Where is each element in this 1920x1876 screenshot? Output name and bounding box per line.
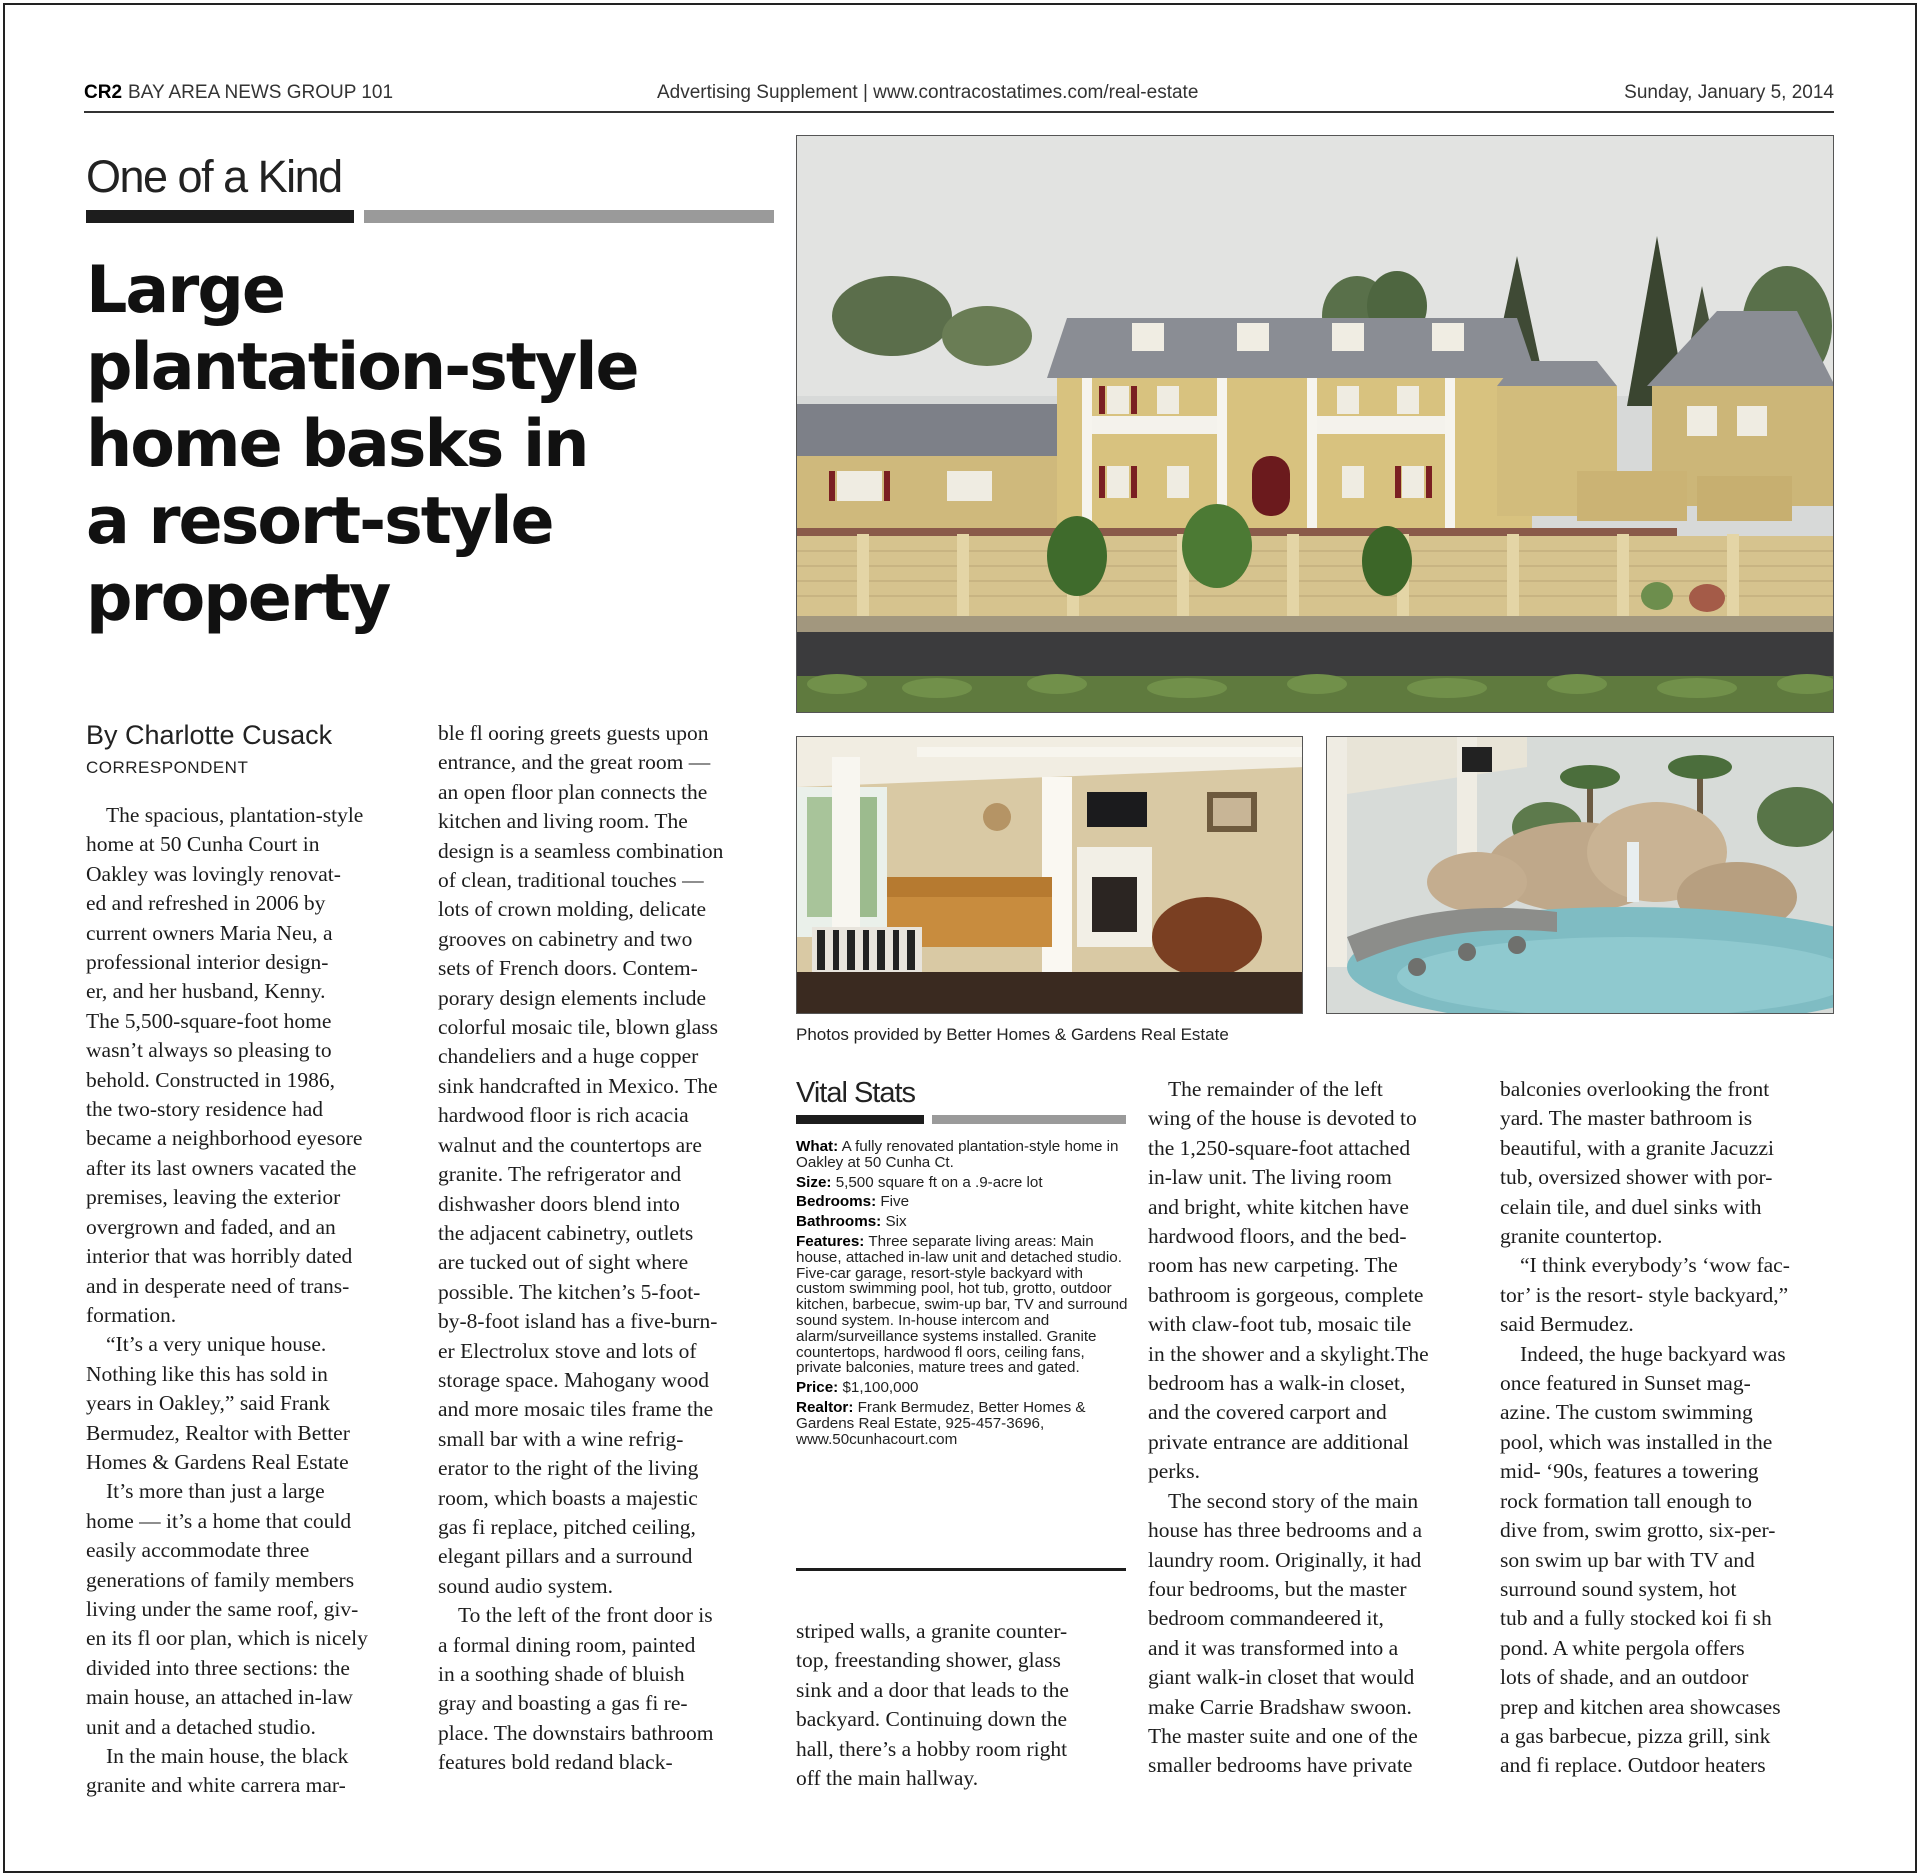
text-line: striped walls, a granite counter- xyxy=(796,1619,1068,1643)
text-line: room has new carpeting. The xyxy=(1148,1253,1398,1278)
text-line: colorful mosaic tile, blown glass xyxy=(438,1015,719,1040)
text-line: the two-story residence had xyxy=(86,1097,324,1122)
text-line: gray and boasting a gas fi re- xyxy=(438,1691,688,1716)
text-line: yard. The master bathroom is xyxy=(1500,1106,1753,1131)
text-line: bedroom commandeered it, xyxy=(1148,1606,1384,1631)
text-line: It’s more than just a large xyxy=(106,1479,325,1504)
headline-line: Large xyxy=(86,253,284,328)
vital-stats-bar-dark xyxy=(796,1115,924,1124)
stat-value: Three separate living areas: Main house, attached in-law unit and detached studio. Five-car garage, resort-style backyard with custom swimming pool, hot tub, grotto, outdoor kitchen, barbecue, swim-up bar, TV and surround sound system. In-house intercom and alarm/surveillance systems installed. Granite countertops, hardwood fl oors, ceiling fans, private balconies, mature trees and gated. xyxy=(796,1232,1128,1377)
living-room-photo xyxy=(796,736,1303,1014)
text-line: Homes & Gardens Real Estate xyxy=(86,1449,349,1474)
text-line: bathroom is gorgeous, complete xyxy=(1148,1282,1424,1307)
byline-title: CORRESPONDENT xyxy=(86,758,249,777)
text-line: The remainder of the left xyxy=(1168,1077,1383,1101)
text-line: make Carrie Bradshaw swoon. xyxy=(1148,1694,1412,1719)
vital-stat-bathrooms xyxy=(796,1214,1128,1230)
text-line: and more mosaic tiles frame the xyxy=(438,1397,714,1422)
text-line: gas fi replace, pitched ceiling, xyxy=(438,1514,696,1539)
text-line: “I think everybody’s ‘wow fac- xyxy=(1520,1253,1790,1278)
text-line: laundry room. Originally, it had xyxy=(1148,1547,1422,1572)
text-line: premises, leaving the exterior xyxy=(86,1185,341,1210)
text-line: smaller bedrooms have private xyxy=(1148,1753,1413,1778)
stat-label: Price: xyxy=(796,1379,839,1397)
text-line: mid- ‘90s, features a towering xyxy=(1500,1459,1759,1484)
text-line: home — it’s a home that could xyxy=(86,1508,352,1533)
text-line: giant walk-in closet that would xyxy=(1148,1665,1415,1690)
headline-line: home basks in xyxy=(86,407,588,482)
text-line: To the left of the front door is xyxy=(458,1603,713,1628)
text-line: elegant pillars and a surround xyxy=(438,1544,693,1569)
vital-stat-bedrooms xyxy=(796,1194,1128,1210)
vital-stat-size xyxy=(796,1175,1128,1191)
text-column-2 xyxy=(438,719,774,1778)
text-line: backyard. Continuing down the xyxy=(796,1707,1068,1732)
stat-value: $1,100,000 xyxy=(842,1379,919,1397)
text-line: and in desperate need of trans- xyxy=(86,1273,350,1298)
text-line: beautiful, with a granite Jacuzzi xyxy=(1500,1135,1775,1160)
text-line: hardwood floor is rich acacia xyxy=(438,1103,689,1128)
text-line: once featured in Sunset mag- xyxy=(1500,1371,1751,1396)
text-line: an open floor plan connects the xyxy=(438,779,708,804)
text-line: features bold redand black- xyxy=(438,1750,673,1775)
text-line: unit and a detached studio. xyxy=(86,1714,316,1739)
text-line: dishwasher doors blend into xyxy=(438,1191,680,1216)
text-line: and the covered carport and xyxy=(1148,1400,1387,1425)
text-line: The master suite and one of the xyxy=(1148,1723,1418,1748)
text-line: a formal dining room, painted xyxy=(438,1632,696,1657)
photo-caption: Photos provided by Better Homes & Gardens Real Estate xyxy=(796,1025,1229,1044)
paragraph xyxy=(86,801,416,1330)
vital-stat-price xyxy=(796,1380,1128,1396)
text-line: pond. A white pergola offers xyxy=(1500,1635,1745,1660)
text-line: Bermudez, Realtor with Better xyxy=(86,1420,350,1445)
text-line: behold. Constructed in 1986, xyxy=(86,1067,336,1092)
text-line: en its fl oor plan, which is nicely xyxy=(86,1626,368,1651)
stat-label: Realtor: xyxy=(796,1398,854,1416)
text-line: granite and white carrera mar- xyxy=(86,1773,346,1798)
text-line: bedroom has a walk-in closet, xyxy=(1148,1371,1406,1396)
text-line: wasn’t always so pleasing to xyxy=(86,1038,332,1063)
paragraph xyxy=(1500,1340,1834,1781)
headline xyxy=(86,252,776,637)
text-line: hardwood floors, and the bed- xyxy=(1148,1224,1407,1249)
vital-stat-realtor xyxy=(796,1400,1128,1447)
header-center: Advertising Supplement | www.contracostatimes.com/real-estate xyxy=(657,82,1199,103)
text-line: chandeliers and a huge copper xyxy=(438,1044,699,1069)
paragraph xyxy=(1148,1075,1480,1487)
text-line: walnut and the countertops are xyxy=(438,1132,702,1157)
text-line: the adjacent cabinetry, outlets xyxy=(438,1220,694,1245)
paragraph xyxy=(86,1477,416,1742)
pool-image xyxy=(1327,737,1834,1014)
page-header xyxy=(84,82,1834,110)
text-line: are tucked out of sight where xyxy=(438,1250,689,1275)
text-line: and fi replace. Outdoor heaters xyxy=(1500,1753,1766,1778)
text-line: storage space. Mahogany wood xyxy=(438,1367,710,1392)
text-line: er, and her husband, Kenny. xyxy=(86,979,326,1004)
house-exterior-image xyxy=(797,136,1834,713)
text-line: of clean, traditional touches — xyxy=(438,868,704,893)
text-line: in the shower and a skylight.The xyxy=(1148,1341,1429,1366)
text-line: and it was transformed into a xyxy=(1148,1635,1399,1660)
house-exterior-photo xyxy=(796,135,1834,713)
text-line: home at 50 Cunha Court in xyxy=(86,832,320,857)
vital-stats-bar-gray xyxy=(932,1115,1126,1124)
vital-stats-list xyxy=(796,1139,1128,1451)
text-line: ble fl ooring greets guests upon xyxy=(438,721,709,745)
stat-label: Bathrooms: xyxy=(796,1213,882,1231)
text-line: in-law unit. The living room xyxy=(1148,1165,1392,1190)
text-line: four bedrooms, but the master xyxy=(1148,1576,1407,1601)
text-line: grooves on cabinetry and two xyxy=(438,926,693,951)
text-line: and bright, white kitchen have xyxy=(1148,1194,1409,1219)
text-line: sink and a door that leads to the xyxy=(796,1677,1069,1702)
text-line: became a neighborhood eyesore xyxy=(86,1126,363,1151)
text-line: azine. The custom swimming xyxy=(1500,1400,1753,1425)
paragraph xyxy=(796,1617,1132,1793)
text-line: place. The downstairs bathroom xyxy=(438,1720,714,1745)
byline-author: By Charlotte Cusack xyxy=(86,720,333,750)
text-line: granite. The refrigerator and xyxy=(438,1162,682,1187)
text-line: erator to the right of the living xyxy=(438,1456,699,1481)
text-column-5 xyxy=(1500,1075,1834,1781)
header-left xyxy=(84,82,393,104)
text-line: divided into three sections: the xyxy=(86,1655,350,1680)
text-line: The spacious, plantation-style xyxy=(106,803,364,827)
text-line: sets of French doors. Contem- xyxy=(438,956,698,981)
text-column-3 xyxy=(796,1617,1132,1793)
text-line: interior that was horribly dated xyxy=(86,1244,353,1269)
text-line: in a soothing shade of bluish xyxy=(438,1662,685,1686)
text-line: current owners Maria Neu, a xyxy=(86,920,333,945)
text-line: after its last owners vacated the xyxy=(86,1155,357,1180)
text-line: private entrance are additional xyxy=(1148,1429,1409,1454)
kicker: One of a Kind xyxy=(86,151,342,202)
paragraph xyxy=(1500,1075,1834,1251)
text-line: perks. xyxy=(1148,1459,1200,1484)
text-line: years in Oakley,” said Frank xyxy=(86,1391,330,1416)
text-line: prep and kitchen area showcases xyxy=(1500,1694,1781,1719)
vital-stats-title: Vital Stats xyxy=(796,1077,916,1109)
kicker-bar-gray xyxy=(364,210,774,223)
text-line: tor’ is the resort- style backyard,” xyxy=(1500,1282,1789,1307)
paragraph xyxy=(438,1601,774,1777)
text-line: professional interior design- xyxy=(86,950,329,975)
text-line: er Electrolux stove and lots of xyxy=(438,1338,697,1363)
paragraph xyxy=(1148,1487,1480,1781)
text-line: house has three bedrooms and a xyxy=(1148,1518,1423,1543)
section-label: CR2 xyxy=(84,82,123,103)
text-line: dive from, swim grotto, six-per- xyxy=(1500,1518,1776,1543)
text-line: son swim up bar with TV and xyxy=(1500,1547,1755,1572)
text-line: a gas barbecue, pizza grill, sink xyxy=(1500,1723,1771,1748)
stat-value: Frank Bermudez, Better Homes & Gardens Real Estate, 925-457-3696, www.50cunhacourt.com xyxy=(796,1398,1086,1448)
text-line: celain tile, and duel sinks with xyxy=(1500,1194,1762,1219)
text-line: ed and refreshed in 2006 by xyxy=(86,891,326,916)
stat-value: Five xyxy=(880,1193,910,1211)
text-line: Oakley was lovingly renovat- xyxy=(86,861,341,886)
text-line: The second story of the main xyxy=(1168,1488,1419,1513)
text-line: The 5,500-square-foot home xyxy=(86,1008,332,1033)
text-line: lots of shade, and an outdoor xyxy=(1500,1665,1749,1690)
text-line: possible. The kitchen’s 5-foot- xyxy=(438,1279,701,1304)
paragraph xyxy=(1500,1251,1834,1339)
text-line: hall, there’s a hobby room right xyxy=(796,1736,1068,1761)
text-line: sound audio system. xyxy=(438,1573,613,1598)
headline-line: property xyxy=(86,561,390,636)
text-line: pool, which was installed in the xyxy=(1500,1429,1773,1454)
stat-value: Six xyxy=(885,1213,907,1231)
text-line: tub and a fully stocked koi fi sh xyxy=(1500,1606,1772,1631)
text-line: the 1,250-square-foot attached xyxy=(1148,1135,1411,1160)
stat-label: Bedrooms: xyxy=(796,1193,877,1211)
text-line: design is a seamless combination xyxy=(438,838,724,863)
stat-label: Size: xyxy=(796,1173,832,1191)
text-line: granite countertop. xyxy=(1500,1224,1663,1249)
text-line: tub, oversized shower with por- xyxy=(1500,1165,1773,1190)
paragraph xyxy=(86,1330,416,1477)
headline-line: plantation-style xyxy=(86,330,638,405)
kicker-bar-dark xyxy=(86,210,354,223)
text-line: lots of crown molding, delicate xyxy=(438,897,707,922)
vital-stat-features xyxy=(796,1234,1128,1376)
pool-photo xyxy=(1326,736,1834,1014)
headline-line: a resort-style xyxy=(86,484,553,559)
text-line: Nothing like this has sold in xyxy=(86,1361,328,1386)
text-line: sink handcrafted in Mexico. The xyxy=(438,1073,718,1098)
paragraph xyxy=(86,1742,416,1801)
text-line: balconies overlooking the front xyxy=(1500,1077,1770,1101)
text-column-1 xyxy=(86,801,416,1801)
text-line: easily accommodate three xyxy=(86,1538,310,1563)
text-line: Indeed, the huge backyard was xyxy=(1520,1341,1786,1366)
living-room-image xyxy=(797,737,1303,1014)
text-line: formation. xyxy=(86,1302,177,1327)
text-line: kitchen and living room. The xyxy=(438,809,688,834)
header-date: Sunday, January 5, 2014 xyxy=(1624,82,1834,103)
text-line: entrance, and the great room — xyxy=(438,750,711,775)
vital-stat-what xyxy=(796,1139,1128,1171)
header-rule xyxy=(84,111,1834,113)
text-line: by-8-foot island has a five-burn- xyxy=(438,1309,718,1334)
text-column-4 xyxy=(1148,1075,1480,1781)
text-line: surround sound system, hot xyxy=(1500,1576,1737,1601)
text-line: porary design elements include xyxy=(438,985,707,1010)
text-line: said Bermudez. xyxy=(1500,1312,1634,1337)
text-line: wing of the house is devoted to xyxy=(1148,1106,1417,1131)
text-line: top, freestanding shower, glass xyxy=(796,1648,1061,1673)
text-line: small bar with a wine refrig- xyxy=(438,1426,684,1451)
text-line: generations of family members xyxy=(86,1567,355,1592)
text-line: “It’s a very unique house. xyxy=(106,1332,327,1357)
text-line: main house, an attached in-law xyxy=(86,1685,353,1710)
publication-name: BAY AREA NEWS GROUP 101 xyxy=(128,82,394,103)
text-line: rock formation tall enough to xyxy=(1500,1488,1752,1513)
stat-value: A fully renovated plantation-style home in Oakley at 50 Cunha Ct. xyxy=(796,1138,1119,1171)
text-line: overgrown and faded, and an xyxy=(86,1214,336,1239)
text-line: with claw-foot tub, mosaic tile xyxy=(1148,1312,1412,1337)
stat-label: Features: xyxy=(796,1232,865,1250)
text-line: In the main house, the black xyxy=(106,1744,349,1768)
stat-value: 5,500 square ft on a .9-acre lot xyxy=(835,1173,1043,1191)
stat-label: What: xyxy=(796,1138,839,1155)
text-line: room, which boasts a majestic xyxy=(438,1485,698,1510)
text-line: off the main hallway. xyxy=(796,1766,979,1791)
text-line: living under the same roof, giv- xyxy=(86,1596,359,1621)
paragraph xyxy=(438,719,774,1601)
vital-stats-rule xyxy=(796,1568,1126,1571)
